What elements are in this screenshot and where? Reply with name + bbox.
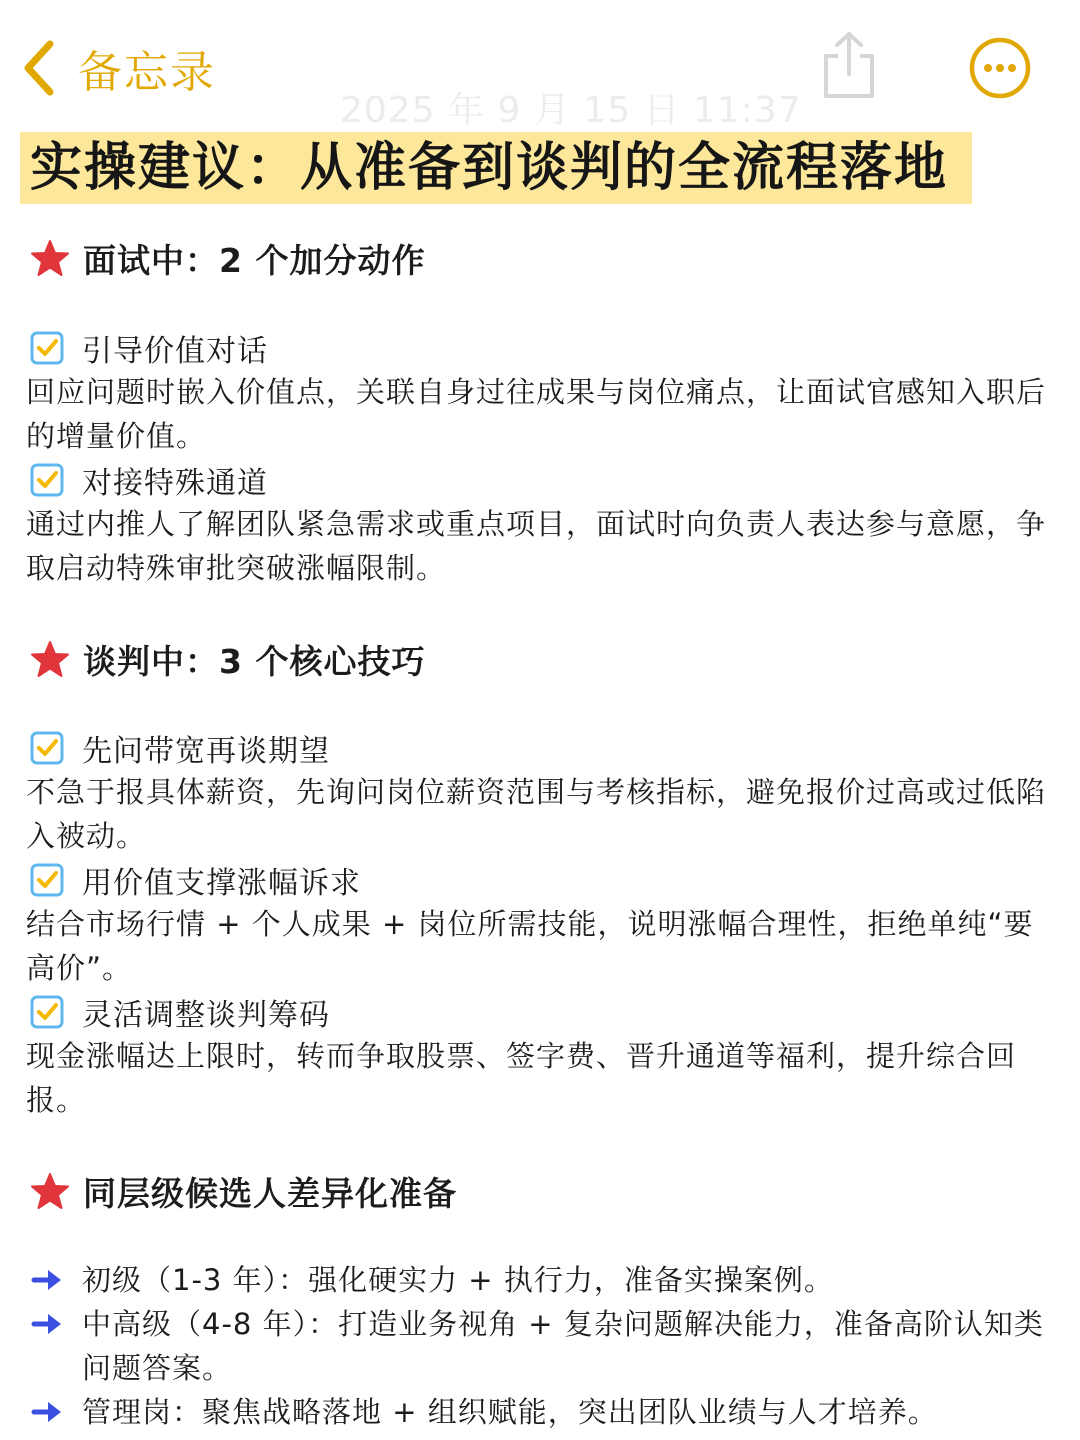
checkbox-icon <box>30 463 64 497</box>
back-button-label: 备忘录 <box>78 47 216 98</box>
section-heading-text: 谈判中：3 个核心技巧 <box>83 641 426 681</box>
checkbox-icon <box>30 995 64 1029</box>
more-options-button[interactable] <box>968 36 1032 104</box>
share-icon <box>818 30 880 100</box>
list-item-text: 管理岗：聚焦战略落地 + 组织赋能，突出团队业绩与人才培养。 <box>82 1395 938 1429</box>
section-heading-text: 面试中：2 个加分动作 <box>83 240 426 280</box>
top-navigation-bar <box>0 0 1080 130</box>
checkbox-icon <box>30 863 64 897</box>
section-heading-text: 同层级候选人差异化准备 <box>83 1173 457 1213</box>
star-icon <box>30 238 70 278</box>
checklist-item-title <box>30 858 361 902</box>
arrow-right-icon <box>30 1390 64 1434</box>
item-description: 通过内推人了解团队紧急需求或重点项目，面试时向负责人表达参与意愿，争取启动特殊审批突破涨幅限制。 <box>26 507 1047 585</box>
page-title: 实操建议：从准备到谈判的全流程落地 <box>30 138 949 198</box>
item-title-text: 对接特殊通道 <box>82 466 268 501</box>
item-title-text: 用价值支撑涨幅诉求 <box>82 866 361 901</box>
list-item-text: 初级（1-3 年）：强化硬实力 + 执行力，准备实操案例。 <box>82 1263 834 1297</box>
arrow-right-icon <box>30 1302 64 1346</box>
checklist-item-title <box>30 726 330 770</box>
checkbox-icon <box>30 331 64 365</box>
list-item <box>30 1302 1050 1390</box>
item-title-text: 先问带宽再谈期望 <box>82 734 330 769</box>
note-date: 2025 年 9 月 15 日 11:37 <box>340 90 802 131</box>
section-heading <box>30 233 425 283</box>
star-icon <box>30 639 70 679</box>
item-description: 不急于报具体薪资，先询问岗位薪资范围与考核指标，避免报价过高或过低陷入被动。 <box>26 775 1047 853</box>
list-item <box>30 1390 1050 1434</box>
list-item-text: 中高级（4-8 年）：打造业务视角 + 复杂问题解决能力，准备高阶认知类问题答案。 <box>82 1307 1044 1385</box>
checkbox-icon <box>30 731 64 765</box>
checklist-item-title <box>30 990 330 1034</box>
chevron-left-icon <box>20 38 56 98</box>
checklist-item-title <box>30 458 268 502</box>
section-heading <box>30 634 425 684</box>
arrow-right-icon <box>30 1258 64 1302</box>
more-icon <box>968 36 1032 100</box>
item-title-text: 引导价值对话 <box>82 334 268 369</box>
item-description: 现金涨幅达上限时，转而争取股票、签字费、晋升通道等福利，提升综合回报。 <box>26 1039 1017 1117</box>
star-icon <box>30 1171 70 1211</box>
item-description: 回应问题时嵌入价值点，关联自身过往成果与岗位痛点，让面试官感知入职后的增量价值。 <box>26 375 1047 453</box>
share-button[interactable] <box>818 30 880 104</box>
section-heading <box>30 1166 457 1216</box>
list-item <box>30 1258 1050 1302</box>
item-title-text: 灵活调整谈判筹码 <box>82 998 330 1033</box>
item-description: 结合市场行情 + 个人成果 + 岗位所需技能，说明涨幅合理性，拒绝单纯“要高价”。 <box>26 907 1034 985</box>
back-button[interactable] <box>20 36 216 100</box>
checklist-item-title <box>30 326 268 370</box>
